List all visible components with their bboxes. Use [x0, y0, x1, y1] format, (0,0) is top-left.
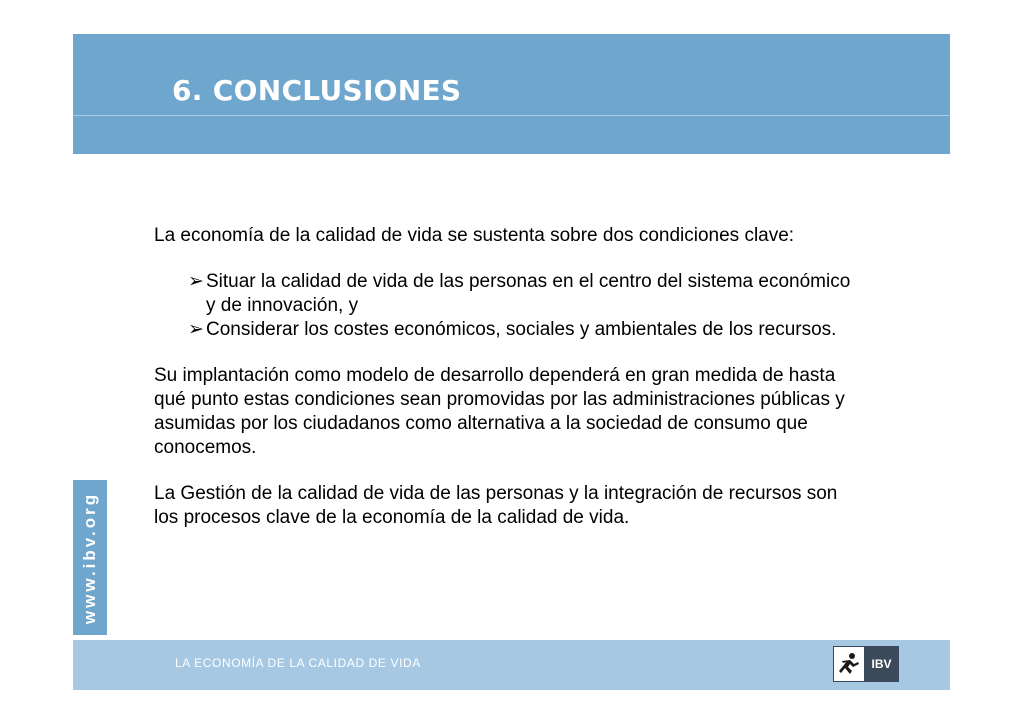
logo-text: IBV [865, 647, 898, 681]
intro-paragraph: La economía de la calidad de vida se sustenta sobre dos condiciones clave: [154, 225, 795, 246]
bullet-item [188, 270, 864, 318]
arrow-bullet-icon: ➢ [188, 271, 204, 292]
running-figure-icon [834, 647, 865, 681]
implementation-paragraph: Su implantación como modelo de desarrollo dependerá en gran medida de hasta qué punto estas condiciones sean promovidas por las administraciones públicas y asumidas por los ciudadanos como alternativa a la sociedad de consumo que conocemos. [154, 365, 845, 458]
footer-bar [73, 640, 950, 690]
header-divider [73, 115, 950, 116]
slide-content [154, 224, 864, 530]
bullet-text: Situar la calidad de vida de las personas en el centro del sistema económico y de innovación, y [206, 271, 851, 316]
footer-title: LA ECONOMÍA DE LA CALIDAD DE VIDA [175, 656, 421, 670]
bullet-text: Considerar los costes económicos, sociales y ambientales de los recursos. [206, 319, 837, 340]
bullet-list [154, 270, 864, 342]
header-bar [73, 34, 950, 154]
arrow-bullet-icon: ➢ [188, 319, 204, 340]
website-url: www.ibv.org [80, 491, 99, 624]
slide-title: 6. CONCLUSIONES [172, 74, 462, 107]
side-url-band [73, 480, 107, 635]
management-paragraph: La Gestión de la calidad de vida de las personas y la integración de recursos son los procesos clave de la economía de la calidad de vida. [154, 483, 838, 528]
bullet-item [188, 318, 864, 342]
ibv-logo [833, 646, 899, 682]
